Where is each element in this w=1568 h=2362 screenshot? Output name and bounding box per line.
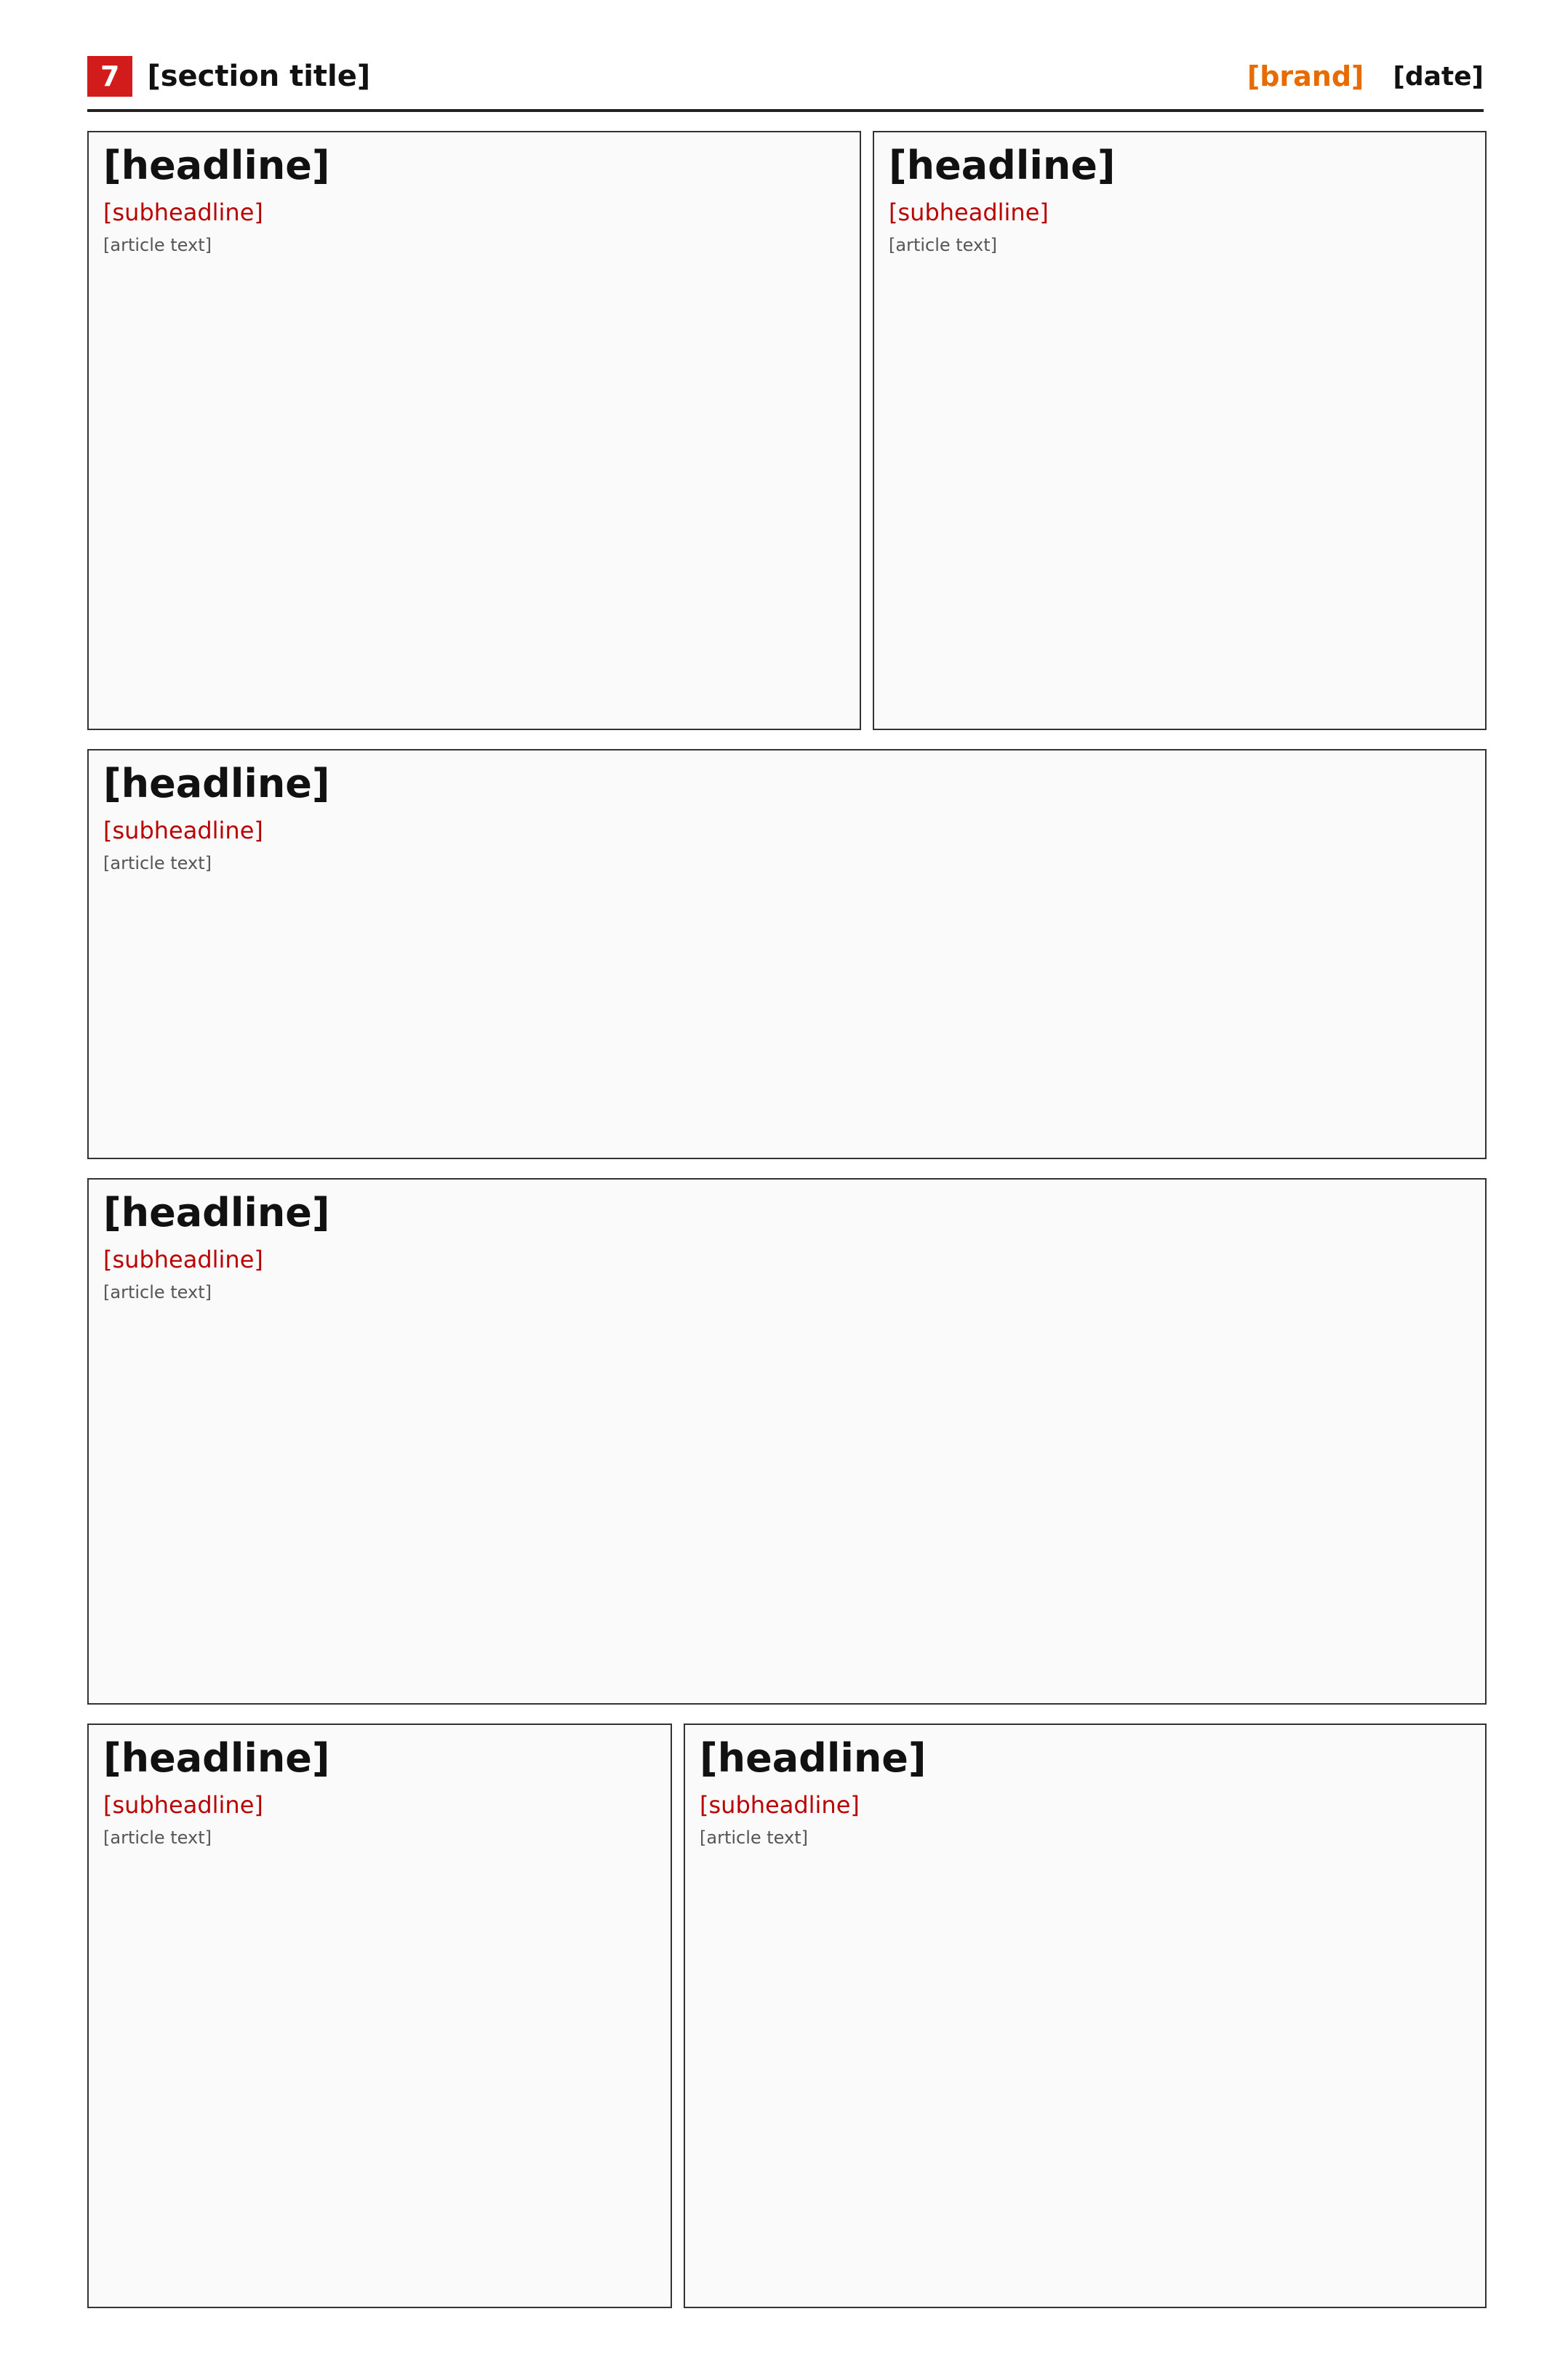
story-6 [684, 1724, 1487, 2308]
headline: [headline] [889, 143, 1116, 188]
date: [date] [1393, 61, 1484, 92]
article-body: [article text] [103, 853, 212, 873]
story-4 [87, 1178, 1487, 1705]
page-number: 7 [87, 56, 132, 97]
article-body: [article text] [889, 235, 998, 255]
story-2 [873, 131, 1487, 730]
article-body: [article text] [103, 235, 212, 255]
story-1 [87, 131, 861, 730]
masthead [87, 44, 1484, 112]
headline: [headline] [103, 761, 330, 806]
subheadline: [subheadline] [700, 1791, 860, 1819]
headline: [headline] [103, 1190, 330, 1236]
brand: [brand] [1247, 60, 1364, 92]
story-3 [87, 749, 1487, 1159]
subheadline: [subheadline] [103, 1246, 263, 1273]
article-body: [article text] [103, 1282, 212, 1302]
headline: [headline] [103, 143, 330, 188]
article-body: [article text] [700, 1827, 809, 1848]
section-title: [section title] [147, 60, 371, 93]
subheadline: [subheadline] [103, 817, 263, 844]
headline: [headline] [103, 1735, 330, 1781]
subheadline: [subheadline] [103, 1791, 263, 1819]
subheadline: [subheadline] [103, 199, 263, 226]
article-body: [article text] [103, 1827, 212, 1848]
headline: [headline] [700, 1735, 927, 1781]
subheadline: [subheadline] [889, 199, 1049, 226]
story-5 [87, 1724, 672, 2308]
